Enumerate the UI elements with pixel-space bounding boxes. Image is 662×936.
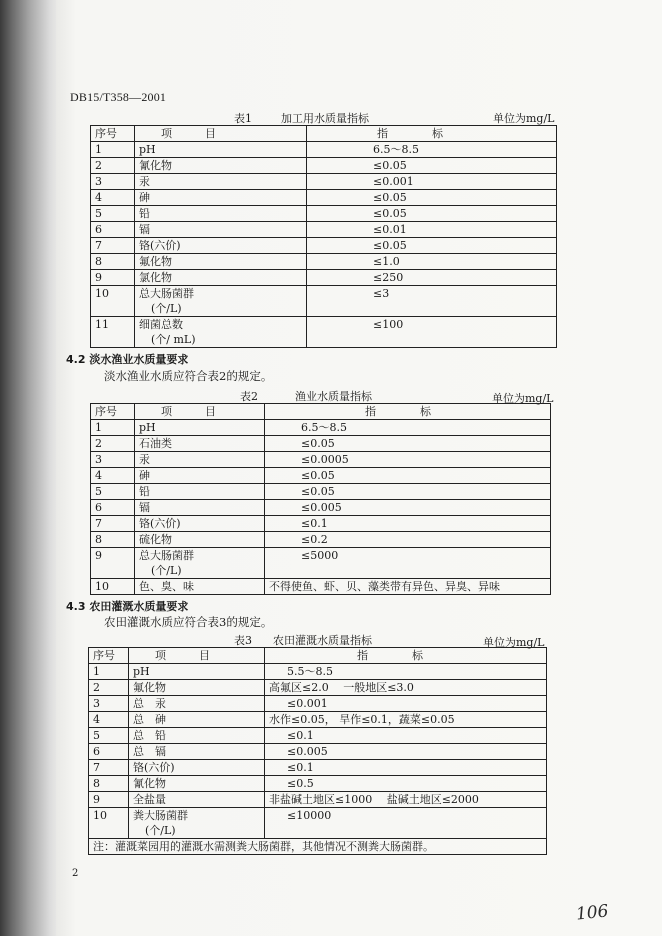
table2 — [90, 403, 551, 595]
row-item — [135, 532, 265, 548]
row-item — [135, 516, 265, 532]
item-name: 氯化物 — [139, 271, 172, 284]
table1-caption — [234, 110, 369, 126]
row-value: ≤0.005 — [265, 744, 547, 760]
item-unit: (个/L) — [151, 302, 182, 315]
row-item — [129, 728, 265, 744]
header-indicator: 指 标 — [265, 648, 547, 664]
table-row — [89, 712, 547, 728]
row-number: 7 — [91, 516, 135, 532]
item-name: 总 镉 — [133, 745, 166, 758]
row-number: 9 — [91, 548, 135, 579]
table-row — [91, 436, 551, 452]
row-value: ≤0.005 — [265, 500, 551, 516]
item-name: 总 铅 — [133, 729, 166, 742]
row-item — [135, 579, 265, 595]
row-item — [129, 792, 265, 808]
table-row — [91, 516, 551, 532]
row-number: 10 — [89, 808, 129, 839]
table1-header-row — [91, 126, 557, 142]
row-value: 高氟区≤2.0 一般地区≤3.0 — [265, 680, 547, 696]
row-item — [129, 760, 265, 776]
item-name: 色、臭、味 — [139, 580, 194, 593]
row-item — [129, 744, 265, 760]
row-value: ≤0.01 — [307, 222, 557, 238]
row-value: ≤0.05 — [307, 238, 557, 254]
row-number: 8 — [91, 254, 135, 270]
table3-caption-number: 表3 — [234, 634, 252, 647]
row-item — [135, 500, 265, 516]
row-value: ≤100 — [307, 317, 557, 348]
item-name: 铬(六价) — [139, 239, 181, 252]
table-row — [89, 760, 547, 776]
row-number: 10 — [91, 286, 135, 317]
row-number: 4 — [91, 190, 135, 206]
table-row — [89, 776, 547, 792]
row-number: 2 — [91, 436, 135, 452]
row-item — [135, 452, 265, 468]
row-value: ≤0.05 — [307, 190, 557, 206]
item-name: 铅 — [139, 485, 150, 498]
row-value: ≤0.05 — [307, 206, 557, 222]
binding-shadow — [0, 0, 62, 936]
header-item: 项 目 — [135, 404, 265, 420]
table-row — [89, 728, 547, 744]
table-row — [91, 420, 551, 436]
item-name: 汞 — [139, 175, 150, 188]
row-item — [135, 206, 307, 222]
row-value: ≤1.0 — [307, 254, 557, 270]
table-row — [91, 222, 557, 238]
row-number: 2 — [89, 680, 129, 696]
row-value: ≤0.2 — [265, 532, 551, 548]
table-row — [91, 206, 557, 222]
table-row — [91, 190, 557, 206]
table3 — [88, 647, 547, 855]
row-item — [135, 238, 307, 254]
item-name: 总大肠菌群 — [139, 287, 194, 300]
row-item — [135, 286, 307, 317]
row-item — [129, 776, 265, 792]
row-number: 2 — [91, 158, 135, 174]
row-value: ≤0.001 — [307, 174, 557, 190]
row-number: 3 — [91, 174, 135, 190]
row-item — [129, 808, 265, 839]
row-number: 1 — [91, 142, 135, 158]
row-item — [135, 436, 265, 452]
item-name: 全盐量 — [133, 793, 166, 806]
table-row — [91, 238, 557, 254]
row-item — [129, 680, 265, 696]
section-4-3-text: 农田灌溉水质应符合表3的规定。 — [104, 615, 273, 629]
row-value: 6.5～8.5 — [307, 142, 557, 158]
page-number: 2 — [72, 868, 79, 879]
row-number: 8 — [89, 776, 129, 792]
table2-unit: 单位为mg/L — [492, 392, 554, 405]
table-row — [91, 548, 551, 579]
row-number: 1 — [91, 420, 135, 436]
row-value: ≤0.0005 — [265, 452, 551, 468]
row-item — [135, 484, 265, 500]
table3-unit: 单位为mg/L — [483, 636, 545, 649]
row-number: 6 — [91, 500, 135, 516]
row-value: 水作≤0.05， 旱作≤0.1，蔬菜≤0.05 — [265, 712, 547, 728]
row-value: 非盐碱土地区≤1000 盐碱土地区≤2000 — [265, 792, 547, 808]
table3-caption-title: 农田灌溉水质量指标 — [273, 634, 372, 647]
row-number: 9 — [91, 270, 135, 286]
table-row — [91, 270, 557, 286]
row-number: 7 — [89, 760, 129, 776]
table3-header-row — [89, 648, 547, 664]
section-4-2-heading: 4.2 淡水渔业水质量要求 — [66, 353, 189, 366]
item-name: 氰化物 — [133, 777, 166, 790]
table-row — [91, 142, 557, 158]
row-item — [135, 548, 265, 579]
table-row — [91, 317, 557, 348]
item-name: 硫化物 — [139, 533, 172, 546]
row-value: 6.5～8.5 — [265, 420, 551, 436]
table2-caption-title: 渔业水质量指标 — [295, 390, 372, 403]
table1-unit: 单位为mg/L — [493, 112, 555, 125]
table1-caption-number: 表1 — [234, 112, 252, 125]
row-item — [135, 317, 307, 348]
item-unit: (个/L) — [145, 824, 176, 837]
item-name: 氟化物 — [133, 681, 166, 694]
item-name: 粪大肠菌群 — [133, 809, 188, 822]
table-row — [91, 158, 557, 174]
item-name: 总 汞 — [133, 697, 166, 710]
item-name: 镉 — [139, 223, 150, 236]
item-name: 细菌总数 — [139, 318, 183, 331]
item-name: 镉 — [139, 501, 150, 514]
row-number: 7 — [91, 238, 135, 254]
row-number: 8 — [91, 532, 135, 548]
item-name: pH — [133, 665, 150, 678]
header-item: 项 目 — [135, 126, 307, 142]
document-code: DB15/T358—2001 — [70, 90, 167, 104]
row-value: ≤3 — [307, 286, 557, 317]
table3-caption — [234, 632, 372, 648]
table-row — [89, 808, 547, 839]
row-number: 1 — [89, 664, 129, 680]
row-number: 5 — [89, 728, 129, 744]
table-row — [89, 792, 547, 808]
row-number: 5 — [91, 206, 135, 222]
header-no: 序号 — [91, 126, 135, 142]
row-number: 3 — [91, 452, 135, 468]
row-item — [129, 664, 265, 680]
header-no: 序号 — [91, 404, 135, 420]
table3-note: 注：灌溉菜园用的灌溉水需测粪大肠菌群，其他情况不测粪大肠菌群。 — [89, 839, 547, 855]
row-number: 3 — [89, 696, 129, 712]
row-value: ≤0.1 — [265, 728, 547, 744]
item-name: 总 砷 — [133, 713, 166, 726]
row-item — [135, 254, 307, 270]
item-unit: (个/ mL) — [151, 333, 196, 346]
table-row — [91, 500, 551, 516]
row-item — [129, 712, 265, 728]
row-number: 9 — [89, 792, 129, 808]
row-value: ≤0.05 — [265, 436, 551, 452]
table2-header-row — [91, 404, 551, 420]
row-number: 6 — [89, 744, 129, 760]
item-name: 砷 — [139, 469, 150, 482]
row-value: ≤0.5 — [265, 776, 547, 792]
row-value: ≤0.001 — [265, 696, 547, 712]
table-row — [89, 664, 547, 680]
row-number: 6 — [91, 222, 135, 238]
item-name: 总大肠菌群 — [139, 549, 194, 562]
table-row — [91, 532, 551, 548]
row-value: ≤0.05 — [265, 484, 551, 500]
row-item — [135, 142, 307, 158]
item-name: 铅 — [139, 207, 150, 220]
section-4-3-heading: 4.3 农田灌溉水质量要求 — [66, 600, 189, 613]
table1 — [90, 125, 557, 348]
row-number: 4 — [89, 712, 129, 728]
row-number: 5 — [91, 484, 135, 500]
item-name: 汞 — [139, 453, 150, 466]
table-row — [91, 254, 557, 270]
header-indicator: 指 标 — [265, 404, 551, 420]
row-value: ≤0.05 — [307, 158, 557, 174]
handwritten-page-number: 106 — [575, 901, 610, 925]
item-name: 铬(六价) — [139, 517, 181, 530]
table-row — [91, 579, 551, 595]
row-item — [135, 158, 307, 174]
row-item — [135, 420, 265, 436]
item-name: 氰化物 — [139, 159, 172, 172]
item-name: pH — [139, 421, 156, 434]
row-item — [135, 222, 307, 238]
row-number: 4 — [91, 468, 135, 484]
table-row — [91, 468, 551, 484]
row-item — [129, 696, 265, 712]
row-item — [135, 174, 307, 190]
item-name: 氟化物 — [139, 255, 172, 268]
table2-caption-number: 表2 — [240, 390, 258, 403]
row-number: 10 — [91, 579, 135, 595]
item-name: pH — [139, 143, 156, 156]
table-row — [91, 484, 551, 500]
row-value: 5.5～8.5 — [265, 664, 547, 680]
row-item — [135, 190, 307, 206]
row-value: 不得使鱼、虾、贝、藻类带有异色、异臭、异味 — [265, 579, 551, 595]
row-number: 11 — [91, 317, 135, 348]
table-row — [89, 680, 547, 696]
table-row — [91, 174, 557, 190]
section-4-2-text: 淡水渔业水质应符合表2的规定。 — [104, 369, 273, 383]
row-value: ≤5000 — [265, 548, 551, 579]
table-row — [91, 452, 551, 468]
table-row — [89, 696, 547, 712]
row-value: ≤250 — [307, 270, 557, 286]
row-value: ≤10000 — [265, 808, 547, 839]
header-item: 项 目 — [129, 648, 265, 664]
item-name: 砷 — [139, 191, 150, 204]
table3-note-row — [89, 839, 547, 855]
table2-caption — [240, 388, 372, 404]
item-name: 石油类 — [139, 437, 172, 450]
row-item — [135, 270, 307, 286]
item-name: 铬(六价) — [133, 761, 175, 774]
table1-caption-title: 加工用水质量指标 — [281, 112, 369, 125]
table-row — [91, 286, 557, 317]
row-value: ≤0.1 — [265, 516, 551, 532]
header-no: 序号 — [89, 648, 129, 664]
table-row — [89, 744, 547, 760]
row-value: ≤0.05 — [265, 468, 551, 484]
row-item — [135, 468, 265, 484]
header-indicator: 指 标 — [307, 126, 557, 142]
row-value: ≤0.1 — [265, 760, 547, 776]
item-unit: (个/L) — [151, 564, 182, 577]
